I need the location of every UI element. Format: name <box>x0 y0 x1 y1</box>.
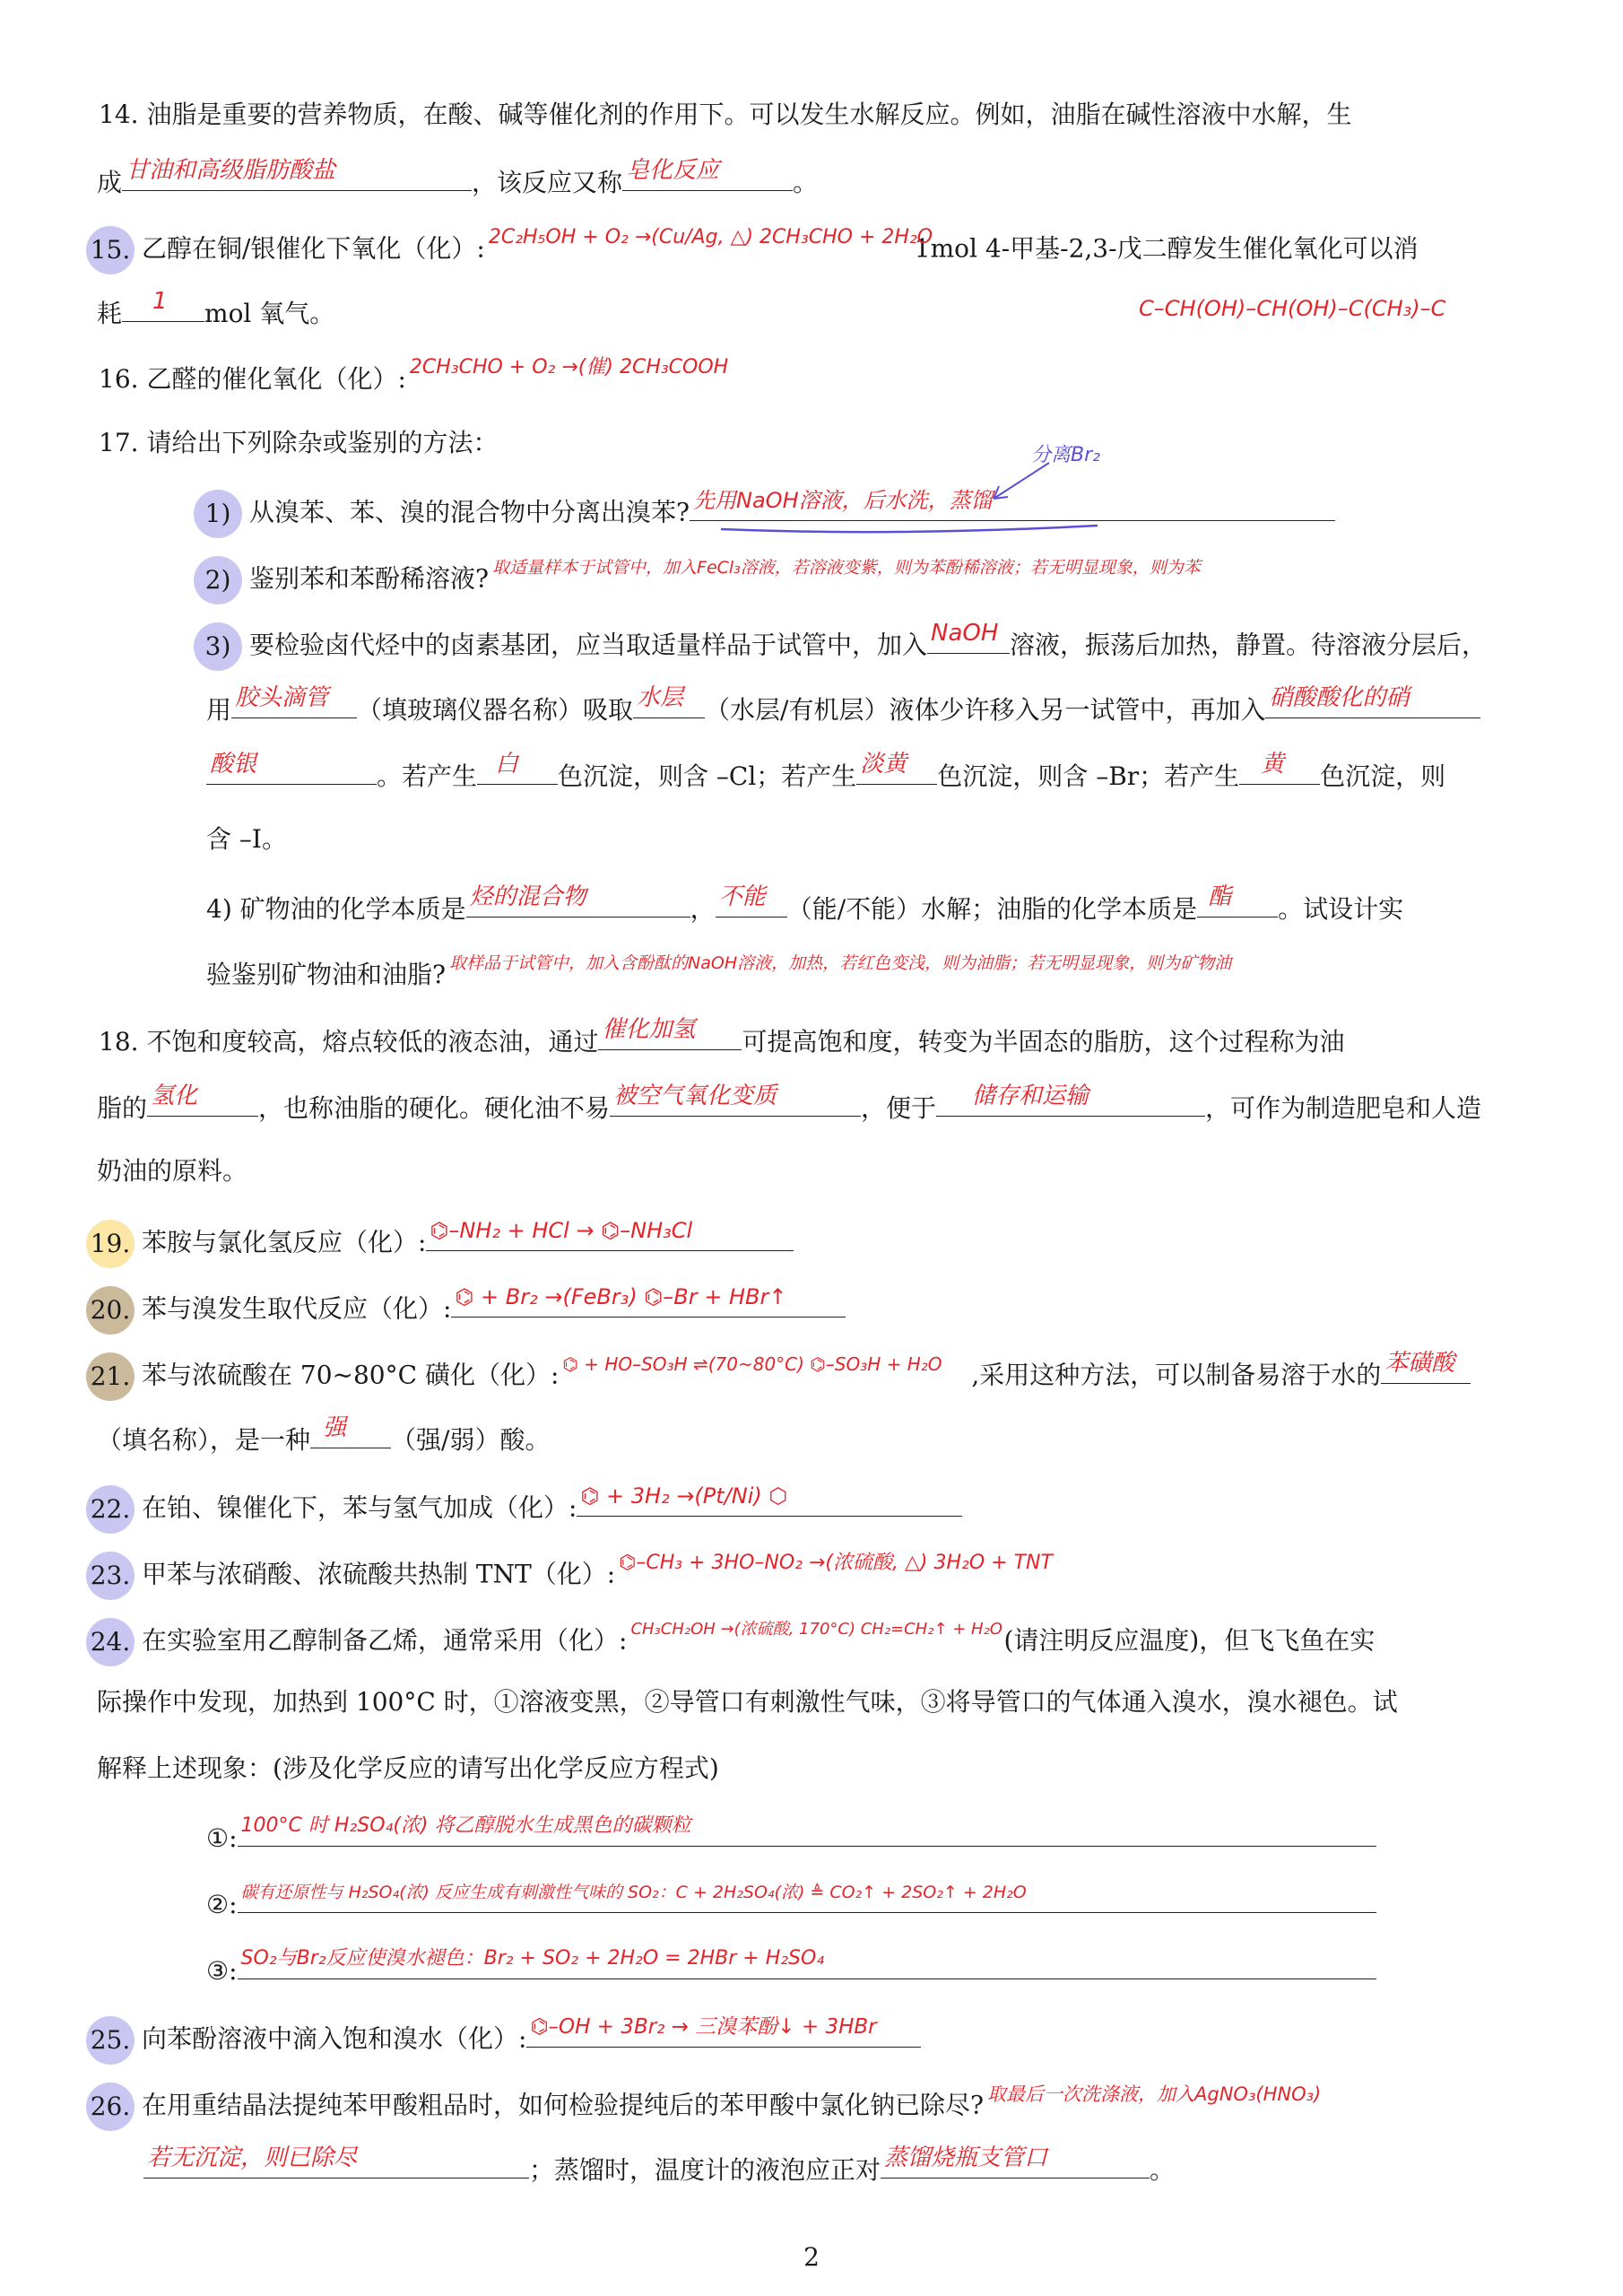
q15-text-b1: 耗 <box>97 299 123 328</box>
q24-text-a2: (请注明反应温度)，但飞飞鱼在实 <box>1003 1625 1376 1656</box>
q17-p3-line-c <box>206 751 1623 795</box>
q18-line-b <box>97 1083 1532 1126</box>
q17-p4-text-a1: 矿物油的化学本质是 <box>239 894 466 924</box>
q21-text-b2: （强/弱）酸。 <box>391 1425 551 1455</box>
q24-c1-blank[interactable] <box>238 1814 1376 1847</box>
q17-p4-blank-2[interactable] <box>716 883 787 918</box>
q17-p3-blank-5[interactable] <box>477 751 558 785</box>
q18-text-c: 奶油的原料。 <box>97 1156 248 1186</box>
q14-text-b1: 成 <box>97 168 123 197</box>
q26-blank-3[interactable] <box>881 2144 1150 2179</box>
q15-blank-1[interactable] <box>485 225 933 257</box>
q17-p3-text-d: 含 –I。 <box>206 824 287 854</box>
q14-line-a <box>99 97 1533 133</box>
q17-p3-text-b2: （填玻璃仪器名称）吸取 <box>357 695 634 725</box>
q18-text-b3: ，便于 <box>861 1093 937 1123</box>
q23-text: 甲苯与浓硝酸、浓硫酸共热制 TNT（化）: <box>142 1559 616 1589</box>
q17-p4-text-b1: 验鉴别矿物油和油脂? <box>206 960 447 989</box>
page-number: 2 <box>803 2242 820 2272</box>
q24-text-a1: 在实验室用乙醇制备乙烯，通常采用（化）: <box>142 1625 628 1656</box>
q17-p2-line <box>206 556 1623 604</box>
q15-answer-2: 1 <box>152 288 168 315</box>
q26-text-b1: ；蒸馏时，温度计的液泡应正对 <box>529 2155 881 2185</box>
q26-line-b <box>143 2144 1578 2188</box>
q18-answer-1: 催化加氢 <box>602 1016 696 1043</box>
q17-p2-text: 鉴别苯和苯酚稀溶液? <box>249 563 490 594</box>
q17-p3-answer-4a: 硝酸酸化的硝 <box>1269 684 1410 711</box>
q24-line-a <box>90 1618 1533 1666</box>
q26-blank-2[interactable] <box>143 2144 529 2179</box>
q15-answer-1: 2C₂H₅OH + O₂ →(Cu/Ag, △) 2CH₃CHO + 2H₂O <box>488 225 933 248</box>
q17-p3-line-b <box>206 684 1623 728</box>
q14-text-b2: ，该反应又称 <box>472 168 623 197</box>
q15-text-a2: 1mol 4-甲基-2,3-戊二醇发生催化氧化可以消 <box>906 233 1419 264</box>
q17-p3-blank-6[interactable] <box>856 751 937 785</box>
q24-answer-1: CH₃CH₂OH →(浓硫酸, 170°C) CH₂=CH₂↑ + H₂O <box>630 1619 1002 1639</box>
q20-blank[interactable] <box>451 1283 846 1318</box>
q24-c1-label: ①: <box>206 1823 238 1853</box>
q17-p4-text-a3: （能/不能）水解；油脂的化学本质是 <box>786 894 1198 924</box>
q21-line-b <box>97 1414 1532 1458</box>
q22-blank[interactable] <box>577 1483 962 1517</box>
q15-blank-2[interactable] <box>122 288 204 322</box>
q25-blank[interactable] <box>526 2014 921 2048</box>
q17-p1-text: 从溴苯、苯、溴的混合物中分离出溴苯? <box>249 497 690 527</box>
q17-blue-note: 分离Br₂ <box>1031 444 1100 466</box>
q14-text-a: 油脂是重要的营养物质，在酸、碱等催化剂的作用下。可以发生水解反应。例如，油脂在碱性溶液中水解，生 <box>146 100 1352 129</box>
q17-p3-text-c1: 。若产生 <box>377 761 478 791</box>
q18-text-b2: ，也称油脂的硬化。硬化油不易 <box>258 1093 611 1123</box>
q21-text-a1: 苯与浓硫酸在 70∼80°C 磺化（化）: <box>142 1360 560 1390</box>
q14-blank-1[interactable] <box>122 157 472 191</box>
q24-c3-blank[interactable] <box>238 1947 1376 1979</box>
q24-c3-answer: SO₂与Br₂反应使溴水褪色：Br₂ + SO₂ + 2H₂O = 2HBr + H₂SO₄ <box>240 1947 825 1970</box>
q23-num: 23. <box>86 1552 135 1600</box>
q21-text-b1: （填名称），是一种 <box>97 1425 311 1455</box>
q23-line <box>90 1551 1533 1600</box>
q21-answer-1: ⌬ + HO–SO₃H ⇌(70~80°C) ⌬–SO₃H + H₂O <box>562 1352 942 1375</box>
q18-answer-2: 氢化 <box>151 1083 198 1109</box>
q25-text: 向苯酚溶液中滴入饱和溴水（化）: <box>142 2023 527 2054</box>
q21-text-a2: ,采用这种方法，可以制备易溶于水的 <box>971 1360 1382 1390</box>
q17-p1-answer: 先用NaOH溶液，后水洗，蒸馏 <box>693 487 993 513</box>
q21-blank-3[interactable] <box>310 1414 391 1448</box>
q24-c1-answer: 100°C 时 H₂SO₄(浓) 将乙醇脱水生成黑色的碳颗粒 <box>240 1814 691 1837</box>
q17-p4-answer-2: 不能 <box>718 883 766 910</box>
q15-structure-note: C–CH(OH)–CH(OH)–C(CH₃)–C <box>1139 296 1446 321</box>
q18-line-a <box>99 1016 1533 1060</box>
q25-line <box>90 2014 1533 2065</box>
q26-num: 26. <box>86 2083 135 2131</box>
q17-p4-text-a2: ， <box>690 894 716 924</box>
q24-num: 24. <box>86 1618 135 1666</box>
q15-num: 15. <box>86 226 135 274</box>
q18-answer-4: 储存和运输 <box>972 1083 1089 1109</box>
q18-text-b4: ，可作为制造肥皂和人造 <box>1205 1093 1482 1123</box>
q17-p3-line-a <box>204 619 1623 671</box>
q15-text-a: 乙醇在铜/银催化下氧化（化）: <box>142 233 485 264</box>
q18-blank-3[interactable] <box>610 1083 861 1117</box>
q17-p3-text-a2: 溶液，振荡后加热，静置。待溶液分层后， <box>1010 630 1488 660</box>
q21-blank-2[interactable] <box>1381 1349 1471 1384</box>
q16-line <box>99 356 1533 397</box>
q17-p1-num: 1) <box>194 490 242 538</box>
q17-p3-text-b3: （水层/有机层）液体少许移入另一试管中，再加入 <box>705 695 1266 725</box>
q18-num: 18. <box>99 1027 139 1057</box>
q18-text-a1: 不饱和度较高，熔点较低的液态油，通过 <box>146 1027 599 1057</box>
q17-p2-blank[interactable] <box>489 559 1475 587</box>
q26-blank-1[interactable] <box>984 2085 1414 2114</box>
q17-p3-blank-4a[interactable] <box>1265 684 1480 718</box>
q24-blank-1[interactable] <box>627 1621 1003 1649</box>
q17-p3-num: 3) <box>194 622 242 671</box>
q17-p3-text-a1: 要检验卤代烃中的卤素基团，应当取适量样品于试管中，加入 <box>249 630 928 660</box>
q26-answer-3: 蒸馏烧瓶支管口 <box>884 2144 1048 2171</box>
q16-answer: 2CH₃CHO + O₂ →(催) 2CH₃COOH <box>409 356 729 378</box>
q18-text-b1: 脂的 <box>97 1093 148 1123</box>
q17-p3-blank-1[interactable] <box>927 619 1010 654</box>
q17-p1-blank[interactable] <box>690 487 1335 521</box>
q24-line-b <box>97 1684 1532 1720</box>
q25-num: 25. <box>86 2016 135 2065</box>
q17-p4-line-b <box>206 954 1623 993</box>
q17-p4-answer-3: 酯 <box>1208 883 1232 910</box>
q21-blank-1[interactable] <box>559 1352 971 1384</box>
q24-text-c: 解释上述现象：(涉及化学反应的请写出化学反应方程式) <box>97 1753 719 1783</box>
q14-num: 14. <box>99 100 139 129</box>
q24-c2-line <box>206 1883 1623 1923</box>
q17-num: 17. <box>99 428 139 457</box>
q17-line <box>99 425 1533 461</box>
q15-line-a <box>90 225 1533 274</box>
q24-text-b: 际操作中发现，加热到 100°C 时，①溶液变黑，②导管口有刺激性气味，③将导管口的气体通入溴水，溴水褪色。试 <box>97 1687 1398 1717</box>
q21-answer-3: 强 <box>323 1414 347 1441</box>
q20-answer: ⌬ + Br₂ →(FeBr₃) ⌬–Br + HBr↑ <box>455 1283 787 1309</box>
q24-c2-answer: 碳有还原性与 H₂SO₄(浓) 反应生成有刺激性气味的 SO₂：C + 2H₂SO₄(浓) ≜ CO₂↑ + 2SO₂↑ + 2H₂O <box>240 1883 1027 1902</box>
q20-text: 苯与溴发生取代反应（化）: <box>142 1293 452 1324</box>
q24-line-c <box>97 1751 1532 1787</box>
q22-text: 在铂、镍催化下，苯与氢气加成（化）: <box>142 1492 577 1523</box>
q24-c3-line <box>206 1947 1623 1989</box>
q14-line-b <box>97 157 1532 201</box>
q18-text-a2: 可提高饱和度，转变为半固态的脂肪，这个过程称为油 <box>742 1027 1345 1057</box>
q14-answer-1: 甘油和高级脂肪酸盐 <box>126 157 336 184</box>
q17-p4-blank-3[interactable] <box>1197 883 1278 918</box>
q17-p3-text-c2: 色沉淀，则含 –Cl；若产生 <box>558 761 857 791</box>
q22-num: 22. <box>86 1485 135 1534</box>
q17-p3-answer-6: 淡黄 <box>860 751 907 778</box>
q17-p3-answer-7: 黄 <box>1261 751 1285 778</box>
q20-num: 20. <box>86 1286 135 1335</box>
q17-p4-blank-1[interactable] <box>466 883 690 918</box>
q19-num: 19. <box>86 1220 135 1268</box>
q24-c2-blank[interactable] <box>238 1883 1376 1913</box>
q17-p3-text-b1: 用 <box>206 695 232 725</box>
q16-text: 乙醛的催化氧化（化）: <box>146 364 406 394</box>
q22-answer: ⌬ + 3H₂ →(Pt/Ni) ⬡ <box>580 1483 788 1509</box>
q17-p4-answer-4: 取样品于试管中，加入含酚酞的NaOH溶液，加热，若红色变浅，则为油脂；若无明显现象，则为矿物油 <box>449 953 1232 973</box>
q18-answer-3: 被空气氧化变质 <box>613 1083 777 1109</box>
q17-p1-blue-underline <box>717 520 1103 538</box>
q18-blank-1[interactable] <box>598 1016 742 1050</box>
q17-p2-answer: 取适量样本于试管中，加入FeCl₃溶液，若溶液变紫，则为苯酚稀溶液；若无明显现象，则为苯 <box>492 557 1201 578</box>
q17-p3-answer-5: 白 <box>495 751 519 778</box>
q14-blank-2[interactable] <box>622 157 793 191</box>
q17-p3-blank-4b[interactable] <box>206 751 377 785</box>
q18-blank-4[interactable] <box>936 1083 1205 1117</box>
q17-p4-line-a <box>206 883 1623 927</box>
q23-blank[interactable] <box>615 1551 1099 1583</box>
q17-p4-num: 4) <box>206 894 232 924</box>
q26-answer-2: 若无沉淀，则已除尽 <box>147 2144 358 2171</box>
q16-blank[interactable] <box>406 356 801 387</box>
q19-text: 苯胺与氯化氢反应（化）: <box>142 1227 427 1257</box>
q14-text-b3: 。 <box>793 168 819 197</box>
q17-p3-blank-2[interactable] <box>231 684 357 718</box>
q17-p4-text-a4: 。试设计实 <box>1278 894 1404 924</box>
q24-c3-label: ③: <box>206 1956 238 1986</box>
q17-p3-answer-2: 胶头滴管 <box>235 684 329 711</box>
q19-blank[interactable] <box>426 1217 794 1251</box>
q22-line <box>90 1483 1533 1534</box>
q17-text: 请给出下列除杂或鉴别的方法： <box>146 428 499 457</box>
q17-p3-text-c3: 色沉淀，则含 –Br；若产生 <box>937 761 1240 791</box>
q21-num: 21. <box>86 1352 135 1401</box>
q17-p3-answer-4b: 酸银 <box>210 751 257 778</box>
q17-p4-answer-1: 烃的混合物 <box>469 883 586 910</box>
q15-text-b2: mol 氧气。 <box>204 299 335 328</box>
q25-answer: ⌬–OH + 3Br₂ → 三溴苯酚↓ + 3HBr <box>530 2014 877 2039</box>
q17-p4-blank-4[interactable] <box>446 954 1504 983</box>
q19-line <box>90 1217 1533 1268</box>
q24-c2-label: ②: <box>206 1890 238 1919</box>
q24-c1-line <box>206 1814 1623 1857</box>
q21-answer-2: 苯磺酸 <box>1384 1349 1455 1377</box>
q19-answer: ⌬–NH₂ + HCl → ⌬–NH₃Cl <box>430 1217 693 1243</box>
q17-p3-blank-7[interactable] <box>1239 751 1320 785</box>
q26-text-a1: 在用重结晶法提纯苯甲酸粗品时，如何检验提纯后的苯甲酸中氯化钠已除尽? <box>142 2090 985 2120</box>
q17-p3-line-d <box>206 822 1623 857</box>
q26-text-b2: 。 <box>1150 2155 1176 2185</box>
q14-answer-2: 皂化反应 <box>626 157 720 184</box>
q21-line-a <box>90 1349 1533 1401</box>
q18-blank-2[interactable] <box>147 1083 258 1117</box>
q17-p3-text-c4: 色沉淀，则 <box>1320 761 1446 791</box>
q17-p3-blank-3[interactable] <box>633 684 705 718</box>
q26-answer-1: 取最后一次洗涤液，加入AgNO₃(HNO₃) <box>987 2083 1322 2105</box>
q17-p2-num: 2) <box>194 556 242 604</box>
q23-answer: ⌬–CH₃ + 3HO–NO₂ →(浓硫酸, △) 3H₂O + TNT <box>619 1551 1053 1574</box>
q18-line-c <box>97 1153 1532 1189</box>
q17-p3-answer-1: NaOH <box>931 619 999 647</box>
q16-num: 16. <box>99 364 139 394</box>
q17-p3-answer-3: 水层 <box>637 684 684 711</box>
q20-line <box>90 1283 1533 1335</box>
q26-line-a <box>90 2083 1533 2131</box>
